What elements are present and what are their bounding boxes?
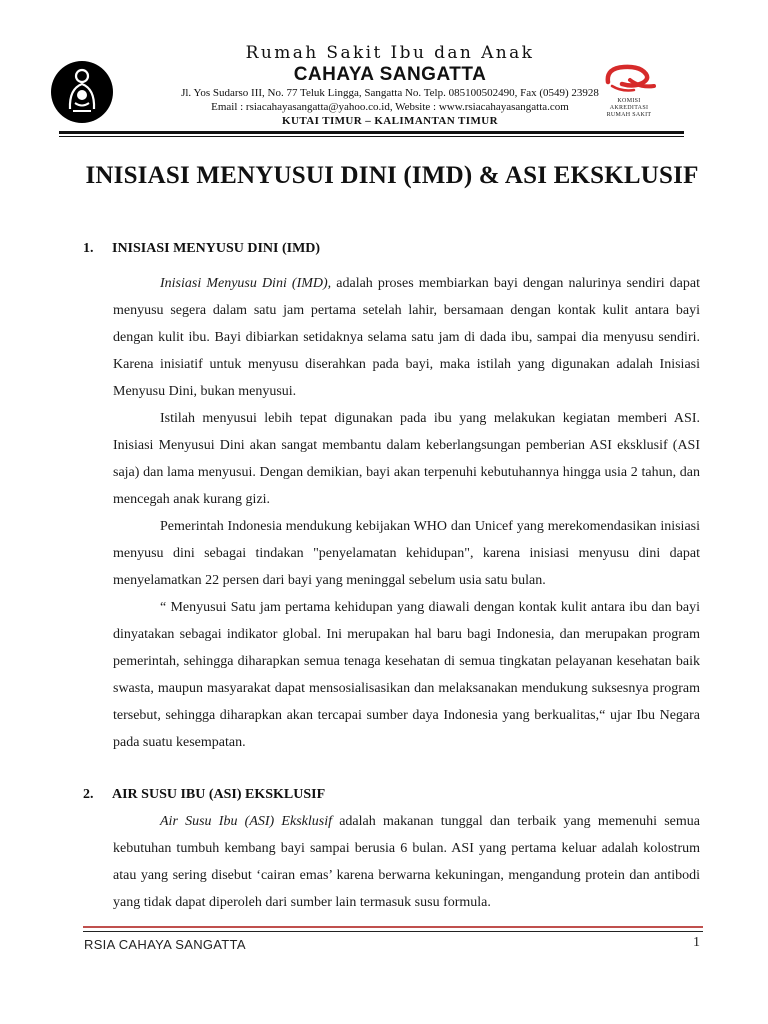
section-number: 1. (83, 241, 94, 256)
paragraph-text: adalah proses membiarkan bayi dengan nalurinya sendiri dapat menyusu segera dalam satu jam pertama setelah lahir, bersamaan dengan kontak kulit antara bayi dengan kulit ibu. Bayi dibiarkan setidaknya selama satu jam di dada ibu, sampai dia menyusu sendiri. Karena inisiatif untuk menyusu diserahkan pada bayi, maka istilah yang digunakan adalah Inisiasi Menyusu Dini, bukan menyusui. (113, 276, 700, 399)
paragraph-text: adalah makanan tunggal dan terbaik yang memenuhi semua kebutuhan tumbuh kembang bayi sampai berusia 6 bulan. ASI yang pertama keluar adalah kolostrum atau yang sering disebut ‘cairan emas’ karena berwarna kekuningan, mengandung protein dan antibodi yang tidak dapat diperoleh dari sumber lain termasuk susu formula. (113, 814, 700, 910)
footer-divider-thin (83, 931, 703, 932)
section-title: INISIASI MENYUSU DINI (IMD) (112, 241, 321, 256)
paragraph: Istilah menyusui lebih tepat digunakan pada ibu yang melakukan kegiatan memberi ASI. Inisiasi Menyusui Dini akan sangat membantu dalam keberlangsungan pemberian ASI eksklusif (ASI saja) dan lama menyusui. Dengan demikian, bayi akan terpenuhi kebutuhannya hingga usia 2 tahun, dan mencegah anak kurang gizi. (113, 411, 700, 507)
hospital-type: Rumah Sakit Ibu dan Anak (245, 43, 535, 63)
mother-and-child-icon (51, 61, 113, 123)
paragraph: Pemerintah Indonesia mendukung kebijakan WHO dan Unicef yang merekomendasikan inisiasi menyusu dini sebagai tindakan "penyelamatan kehidupan", karena inisiasi menyusu dini dapat menyelamatkan 22 persen dari bayi yang meninggal sebelum usia satu bulan. (113, 519, 700, 588)
accreditation-logo-text: KOMISI AKREDITASI RUMAH SAKIT (606, 98, 652, 118)
header-divider (59, 131, 684, 134)
accreditation-logo-icon (600, 62, 660, 96)
section-number: 2. (83, 787, 94, 802)
footer-hospital-name: RSIA CAHAYA SANGATTA (84, 937, 246, 952)
hospital-name: CAHAYA SANGATTA (293, 64, 487, 85)
hospital-email-website: Email : rsiacahayasangatta@yahoo.co.id, Website : www.rsiacahayasangatta.com (211, 101, 569, 113)
section-title: AIR SUSU IBU (ASI) EKSKLUSIF (112, 787, 326, 802)
page-number: 1 (693, 935, 700, 950)
term-italic: Inisiasi Menyusu Dini (IMD), (160, 276, 332, 291)
header-divider-thin (59, 136, 684, 137)
hospital-address: Jl. Yos Sudarso III, No. 77 Teluk Lingga, Sangatta No. Telp. 085100502490, Fax (0549) 23928 (181, 87, 599, 99)
document-title: INISIASI MENYUSUI DINI (IMD) & ASI EKSKLUSIF (85, 162, 699, 189)
section-body-imd (113, 270, 700, 756)
paragraph: “ Menyusui Satu jam pertama kehidupan yang diawali dengan kontak kulit antara ibu dan bayi dinyatakan sebagai indikator global. Ini merupakan hal baru bagi Indonesia, dan merupakan program pemerintah, sehingga diharapkan semua tenaga kesehatan di semua tingkatan pelayanan kesehatan baik swasta, maupun masyarakat dapat mensosialisasikan dan melaksanakan mendukung suksesnya program tersebut, sehingga diharapkan akan tercapai sumber daya Indonesia yang berkualitas,“ ujar Ibu Negara pada suatu kesempatan. (113, 600, 700, 750)
hospital-region: KUTAI TIMUR – KALIMANTAN TIMUR (282, 115, 498, 127)
section-heading-imd (83, 241, 320, 257)
section-heading-asi (83, 787, 325, 803)
paragraph (113, 270, 700, 405)
footer-divider (83, 926, 703, 928)
paragraph (113, 808, 700, 916)
section-body-asi (113, 808, 700, 916)
term-italic: Air Susu Ibu (ASI) Eksklusif (160, 814, 332, 829)
